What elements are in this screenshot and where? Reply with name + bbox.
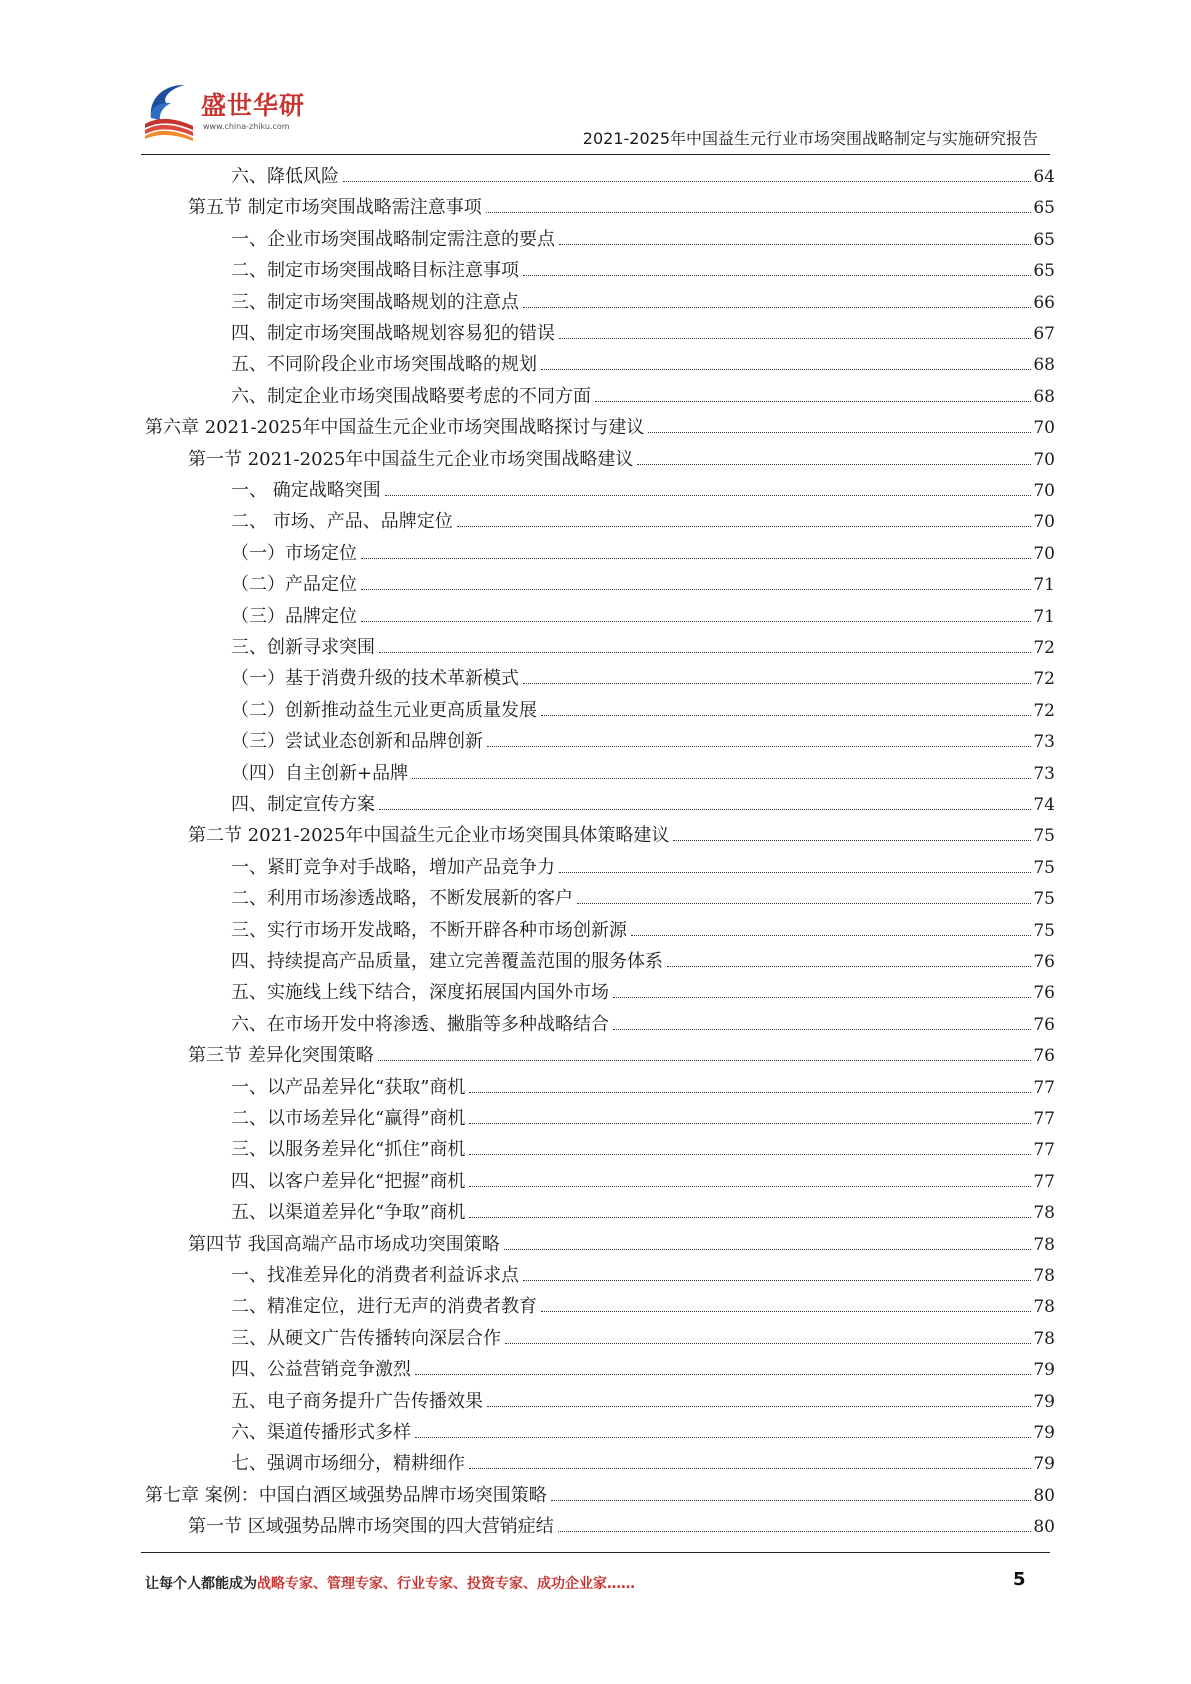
toc-entry-page: 68 (1033, 355, 1055, 376)
toc-entry-label: 三、制定市场突围战略规划的注意点 (231, 291, 519, 313)
page-header (0, 0, 1191, 160)
toc-dot-leader (523, 275, 1031, 276)
toc-dot-leader (361, 621, 1031, 622)
toc-entry-page: 70 (1033, 512, 1055, 533)
toc-entry-page: 65 (1033, 198, 1055, 219)
toc-entry[interactable] (231, 1386, 1055, 1417)
toc-dot-leader (469, 1092, 1031, 1093)
toc-dot-leader (415, 1374, 1031, 1375)
toc-entry-page: 66 (1033, 292, 1055, 313)
toc-entry[interactable] (231, 852, 1055, 883)
toc-dot-leader (343, 181, 1031, 182)
toc-entry[interactable] (231, 1260, 1055, 1291)
toc-dot-leader (559, 872, 1031, 873)
toc-entry-page: 70 (1033, 543, 1055, 564)
toc-dot-leader (631, 935, 1031, 936)
toc-entry-page: 64 (1033, 167, 1055, 187)
toc-dot-leader (469, 1123, 1031, 1124)
toc-entry-label: 第四节 我国高端产品市场成功突围策略 (188, 1233, 500, 1255)
toc-entry[interactable] (231, 1009, 1055, 1040)
toc-entry[interactable] (231, 506, 1055, 537)
toc-entry[interactable] (145, 1480, 1055, 1511)
footer-divider (141, 1552, 1050, 1553)
toc-entry-page: 80 (1033, 1517, 1055, 1538)
toc-dot-leader (551, 1500, 1032, 1501)
toc-entry-label: 五、电子商务提升广告传播效果 (231, 1390, 483, 1412)
toc-entry-page: 78 (1033, 1203, 1055, 1224)
toc-entry-page: 75 (1033, 857, 1055, 878)
toc-entry-label: 六、降低风险 (231, 166, 339, 187)
toc-dot-leader (637, 464, 1031, 465)
toc-entry-page: 76 (1033, 1046, 1055, 1067)
toc-dot-leader (378, 1060, 1032, 1061)
toc-dot-leader (523, 307, 1031, 308)
toc-dot-leader (613, 1029, 1031, 1030)
toc-entry[interactable] (231, 1166, 1055, 1197)
toc-dot-leader (469, 1468, 1031, 1469)
toc-entry[interactable] (231, 632, 1055, 663)
toc-entry[interactable] (188, 820, 1055, 851)
toc-dot-leader (469, 1186, 1031, 1187)
toc-dot-leader (486, 212, 1032, 213)
toc-dot-leader (379, 652, 1031, 653)
toc-entry[interactable] (231, 695, 1055, 726)
toc-dot-leader (361, 589, 1031, 590)
toc-dot-leader (673, 840, 1031, 841)
toc-entry-label: 一、紧盯竞争对手战略，增加产品竞争力 (231, 856, 555, 878)
toc-entry-page: 72 (1033, 669, 1055, 690)
toc-entry-page: 79 (1033, 1454, 1055, 1475)
toc-entry-label: 三、以服务差异化“抓住”商机 (231, 1139, 466, 1161)
toc-entry-label: 二、制定市场突围战略目标注意事项 (231, 260, 519, 282)
toc-entry[interactable] (231, 758, 1055, 789)
toc-entry-label: （一）市场定位 (231, 542, 357, 564)
toc-entry-label: 二、以市场差异化“赢得”商机 (231, 1108, 466, 1129)
toc-entry[interactable] (231, 1323, 1055, 1354)
toc-entry-page: 79 (1033, 1423, 1055, 1443)
toc-entry[interactable] (188, 192, 1055, 223)
toc-dot-leader (487, 1406, 1031, 1407)
toc-entry[interactable] (188, 1511, 1055, 1542)
toc-entry-page: 65 (1033, 261, 1055, 282)
toc-entry-label: 四、制定宣传方案 (231, 794, 375, 815)
toc-entry-label: 五、实施线上线下结合，深度拓展国内国外市场 (231, 982, 609, 1004)
toc-entry-page: 79 (1033, 1360, 1055, 1381)
toc-entry-label: 二、 市场、产品、品牌定位 (231, 511, 453, 533)
toc-entry-label: 六、在市场开发中将渗透、撇脂等多种战略结合 (231, 1013, 609, 1035)
toc-dot-leader (541, 1311, 1031, 1312)
page-number: 5 (1013, 1569, 1026, 1590)
logo-emblem-icon (141, 82, 201, 144)
toc-dot-leader (667, 966, 1031, 967)
toc-dot-leader (469, 1217, 1031, 1218)
toc-entry-label: （二）创新推动益生元业更高质量发展 (231, 699, 537, 721)
toc-entry-page: 70 (1033, 418, 1055, 439)
toc-dot-leader (541, 715, 1031, 716)
header-divider (141, 154, 1050, 155)
toc-entry[interactable] (231, 255, 1055, 286)
toc-entry-label: 四、持续提高产品质量，建立完善覆盖范围的服务体系 (231, 951, 663, 972)
toc-entry-label: 二、利用市场渗透战略，不断发展新的客户 (231, 888, 573, 910)
toc-dot-leader (523, 1280, 1031, 1281)
toc-entry[interactable] (231, 569, 1055, 600)
toc-entry-page: 73 (1033, 763, 1055, 784)
toc-entry-page: 78 (1033, 1328, 1055, 1349)
toc-entry[interactable] (231, 977, 1055, 1008)
toc-entry[interactable] (231, 1448, 1055, 1479)
toc-entry-page: 77 (1033, 1140, 1055, 1161)
toc-entry-page: 74 (1033, 795, 1055, 815)
toc-entry-label: 三、实行市场开发战略，不断开辟各种市场创新源 (231, 919, 627, 941)
toc-entry[interactable] (231, 1354, 1055, 1385)
toc-dot-leader (613, 997, 1031, 998)
toc-entry-label: 七、强调市场细分，精耕细作 (231, 1453, 465, 1475)
toc-entry-page: 71 (1033, 606, 1055, 627)
toc-entry[interactable] (231, 1197, 1055, 1228)
toc-entry-page: 75 (1033, 826, 1055, 847)
toc-entry-label: 第三节 差异化突围策略 (188, 1045, 374, 1067)
toc-dot-leader (648, 432, 1031, 433)
toc-entry-page: 71 (1033, 575, 1055, 596)
toc-dot-leader (505, 1343, 1031, 1344)
toc-entry-page: 77 (1033, 1171, 1055, 1192)
toc-entry-label: 四、以客户差异化“把握”商机 (231, 1170, 466, 1192)
toc-entry[interactable] (188, 1040, 1055, 1071)
toc-dot-leader (415, 1437, 1031, 1438)
toc-entry-page: 73 (1033, 732, 1055, 753)
toc-entry-page: 75 (1033, 889, 1055, 910)
toc-entry-page: 77 (1033, 1077, 1055, 1098)
toc-dot-leader (577, 903, 1031, 904)
toc-entry[interactable] (231, 601, 1055, 632)
toc-entry-label: 一、企业市场突围战略制定需注意的要点 (231, 228, 555, 250)
toc-entry-page: 78 (1033, 1266, 1055, 1286)
toc-entry-label: 第五节 制定市场突围战略需注意事项 (188, 197, 482, 219)
toc-entry[interactable] (145, 412, 1055, 443)
toc-entry[interactable] (231, 1417, 1055, 1448)
toc-entry[interactable] (231, 287, 1055, 318)
toc-entry[interactable] (231, 1103, 1055, 1134)
toc-entry-page: 68 (1033, 386, 1055, 407)
toc-entry-label: 第一节 2021-2025年中国益生元企业市场突围战略建议 (188, 448, 634, 470)
footer-slogan (145, 1573, 635, 1593)
toc-entry[interactable] (231, 538, 1055, 569)
toc-entry-page: 72 (1033, 700, 1055, 721)
logo-text: 盛世华研 (201, 91, 306, 120)
toc-entry[interactable] (231, 161, 1055, 192)
toc-entry-page: 77 (1033, 1109, 1055, 1129)
toc-dot-leader (523, 683, 1031, 684)
toc-dot-leader (559, 244, 1031, 245)
toc-entry-page: 65 (1033, 229, 1055, 250)
toc-entry-page: 76 (1033, 983, 1055, 1004)
toc-dot-leader (487, 746, 1031, 747)
toc-dot-leader (595, 401, 1031, 402)
toc-entry-label: 五、不同阶段企业市场突围战略的规划 (231, 354, 537, 376)
toc-entry-label: 第二节 2021-2025年中国益生元企业市场突围具体策略建议 (188, 825, 670, 847)
toc-entry-page: 79 (1033, 1391, 1055, 1412)
toc-entry-label: 五、以渠道差异化“争取”商机 (231, 1202, 466, 1224)
footer-slogan-prefix: 让每个人都能成为 (145, 1576, 257, 1592)
report-title: 2021-2025年中国益生元行业市场突围战略制定与实施研究报告 (582, 129, 1038, 148)
toc-entry[interactable] (231, 349, 1055, 380)
toc-entry-page: 78 (1033, 1234, 1055, 1255)
toc-entry[interactable] (231, 663, 1055, 694)
toc-entry-label: （一）基于消费升级的技术革新模式 (231, 668, 519, 690)
toc-entry[interactable] (231, 915, 1055, 946)
toc-entry-label: 一、找准差异化的消费者利益诉求点 (231, 1265, 519, 1286)
toc-entry-page: 67 (1033, 324, 1055, 344)
toc-entry-page: 70 (1033, 449, 1055, 470)
toc-entry-page: 76 (1033, 1014, 1055, 1035)
toc-entry-label: 三、从硬文广告传播转向深层合作 (231, 1327, 501, 1349)
toc-entry-label: （四）自主创新+品牌 (231, 762, 409, 784)
toc-entry-label: 四、制定市场突围战略规划容易犯的错误 (231, 323, 555, 344)
toc-entry-page: 70 (1033, 481, 1055, 501)
logo-url: www.china-zhiku.com (203, 122, 290, 131)
toc-entry-label: （二）产品定位 (231, 574, 357, 596)
toc-entry-label: 第七章 案例：中国白酒区域强势品牌市场突围策略 (145, 1484, 547, 1506)
toc-entry[interactable] (231, 726, 1055, 757)
toc-dot-leader (361, 558, 1031, 559)
toc-entry-label: 三、创新寻求突围 (231, 637, 375, 658)
toc-entry-page: 72 (1033, 638, 1055, 658)
toc-entry[interactable] (231, 224, 1055, 255)
toc-entry-label: 一、 确定战略突围 (231, 480, 381, 501)
toc-entry-page: 78 (1033, 1297, 1055, 1318)
toc-entry[interactable] (231, 946, 1055, 977)
toc-dot-leader (385, 495, 1032, 496)
toc-entry[interactable] (231, 475, 1055, 506)
toc-entry[interactable] (188, 444, 1055, 475)
toc-entry[interactable] (231, 1134, 1055, 1165)
toc-entry[interactable] (231, 318, 1055, 349)
company-logo (141, 82, 311, 146)
toc-entry-label: 二、精准定位，进行无声的消费者教育 (231, 1296, 537, 1318)
toc-entry-label: （三）尝试业态创新和品牌创新 (231, 731, 483, 753)
toc-entry-label: 四、公益营销竞争激烈 (231, 1359, 411, 1381)
toc-entry-page: 75 (1033, 920, 1055, 941)
toc-dot-leader (558, 1531, 1032, 1532)
toc-entry[interactable] (231, 883, 1055, 914)
toc-dot-leader (412, 778, 1031, 779)
toc-entry-page: 76 (1033, 952, 1055, 972)
toc-entry-label: 一、以产品差异化“获取”商机 (231, 1076, 466, 1098)
toc-entry[interactable] (231, 1072, 1055, 1103)
toc-entry[interactable] (188, 1229, 1055, 1260)
toc-dot-leader (379, 809, 1031, 810)
toc-entry-label: 六、渠道传播形式多样 (231, 1422, 411, 1443)
toc-dot-leader (559, 338, 1031, 339)
toc-dot-leader (541, 369, 1031, 370)
toc-entry[interactable] (231, 789, 1055, 820)
toc-entry[interactable] (231, 381, 1055, 412)
toc-dot-leader (504, 1249, 1032, 1250)
toc-entry-page: 80 (1033, 1485, 1055, 1506)
toc-entry-label: 第六章 2021-2025年中国益生元企业市场突围战略探讨与建议 (145, 417, 645, 439)
toc-dot-leader (469, 1154, 1031, 1155)
toc-entry-label: （三）品牌定位 (231, 605, 357, 627)
toc-entry-label: 第一节 区域强势品牌市场突围的四大营销症结 (188, 1516, 554, 1538)
toc-entry-label: 六、制定企业市场突围战略要考虑的不同方面 (231, 385, 591, 407)
toc-dot-leader (457, 526, 1032, 527)
toc-entry[interactable] (231, 1291, 1055, 1322)
footer-slogan-highlight: 战略专家、管理专家、行业专家、投资专家、成功企业家…… (257, 1576, 635, 1592)
